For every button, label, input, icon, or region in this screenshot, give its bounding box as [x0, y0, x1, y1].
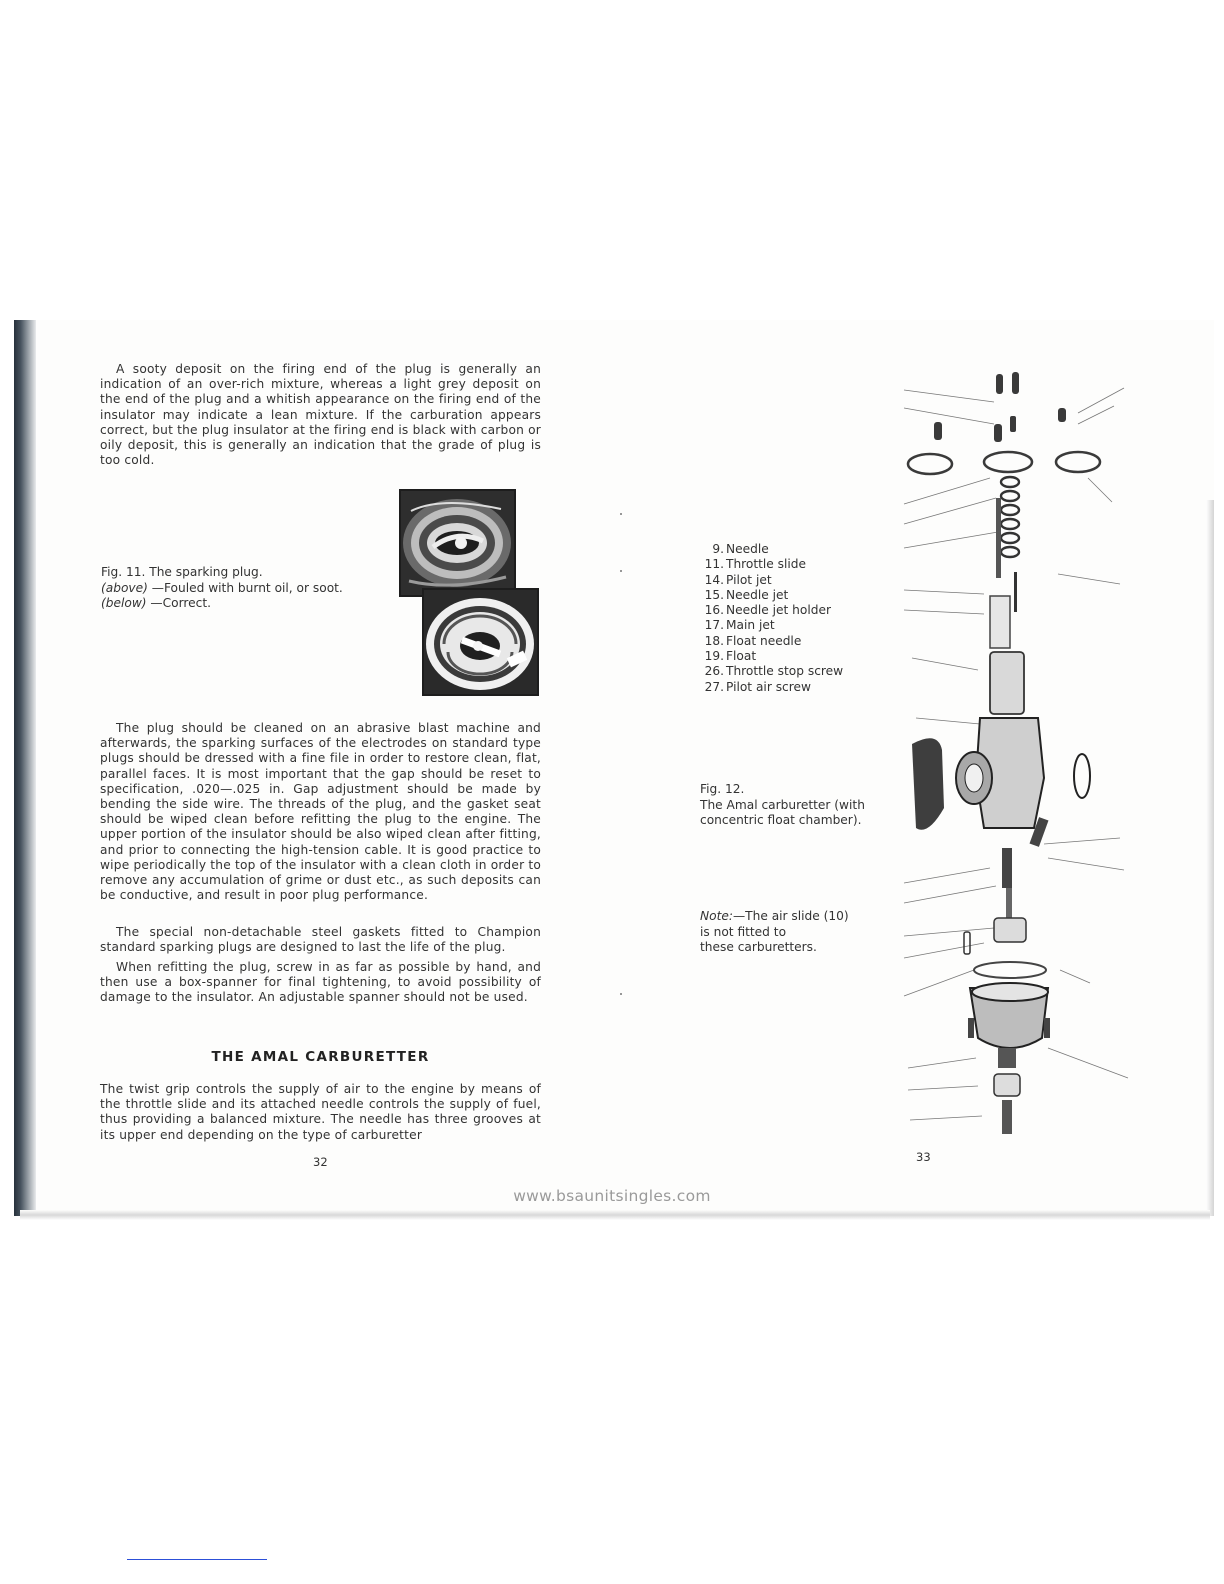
legend-item: 27. Pilot air screw [704, 679, 811, 694]
legend-item: 19. Float [704, 649, 757, 664]
link-underline [127, 1559, 267, 1560]
page-edge [1206, 500, 1214, 1216]
paragraph-refitting [100, 960, 541, 1006]
note-label: Note: [700, 909, 733, 923]
paragraph-cleaning [100, 721, 541, 903]
legend-item: 16. Needle jet holder [704, 603, 831, 618]
paragraph-sooty-deposit [100, 362, 541, 468]
paragraph-twist-grip [100, 1082, 541, 1143]
above-text: —Fouled with burnt oil, or soot. [147, 580, 343, 595]
speck [620, 993, 622, 995]
page-number-left: 32 [313, 1155, 328, 1169]
paragraph-gaskets [100, 925, 541, 955]
fig11-title: Fig. 11. The sparking plug. [101, 565, 263, 579]
section-heading: THE AMAL CARBURETTER [211, 1049, 430, 1065]
speck [620, 570, 622, 572]
note-caption: Note:—The air slide (10) is not fitted to these carburetters. [700, 909, 849, 954]
watermark-url: www.bsaunitsingles.com [513, 1187, 711, 1205]
legend-item: 15. Needle jet [704, 587, 789, 602]
book-spine-shadow [14, 320, 36, 1216]
fig12-title: Fig. 12. [700, 782, 745, 796]
fig12-line: concentric float chamber). [700, 813, 862, 827]
fig12-line: The Amal carburetter (with [700, 797, 865, 812]
correct-plug-photo [422, 588, 539, 696]
below-label: (below) [101, 596, 147, 610]
carburetter-exploded-diagram [898, 358, 1138, 1148]
below-text: —Correct. [146, 596, 211, 610]
fig12-caption [700, 782, 865, 829]
legend-item: 17. Main jet [704, 618, 775, 633]
page-bottom-edge [20, 1210, 1210, 1220]
paragraph-text: The twist grip controls the supply of air to the engine by means of the throttle slide and its attached needle controls the supply of fuel, thus providing a balanced mixture. The needle has three grooves at its upper end depending on the type of carburetter [100, 1082, 541, 1142]
legend-item: 18. Float needle [704, 633, 802, 648]
legend-item: 9. Needle [712, 542, 769, 556]
page-number-right: 33 [916, 1150, 931, 1164]
paragraph-text: A sooty deposit on the firing end of the plug is generally an indication of an over-rich mixture, whereas a light grey deposit on the end of the plug and a whitish appearance on the firing end of the insulator may indicate a lean mixture. If the carburation appears correct, but the plug insulator at the firing end is black with carbon or oily deposit, this is generally an indication that the grade of plug is too cold. [100, 362, 541, 468]
legend-item: 14. Pilot jet [704, 572, 772, 587]
speck [620, 513, 622, 515]
legend-item: 26. Throttle stop screw [704, 664, 844, 679]
paragraph-text: The plug should be cleaned on an abrasive blast machine and afterwards, the sparking surfaces of the electrodes on standard type plugs should be dressed with a fine file in order to restore clean, flat, parallel faces. It is most important that the gap should be reset to specification, .020—.025 in. Gap adjustment should be made by bending the side wire. The threads of the plug, and the gasket seat should be wiped clean before refitting the plug to the engine. The upper portion of the insulator should be also wiped clean after fitting, and prior to connecting the high-tension cable. It is good practice to wipe periodically the top of the insulator with a clean cloth in order to remove any accumulation of grime or dust etc., as such deposits can be conductive, and result in poor plug performance. [100, 721, 541, 903]
paragraph-text: The special non-detachable steel gaskets fitted to Champion standard sparking plugs are designed to last the life of the plug. [100, 925, 541, 955]
legend-item: 11. Throttle slide [704, 557, 807, 572]
fouled-plug-photo [399, 489, 516, 597]
paragraph-text: When refitting the plug, screw in as far as possible by hand, and then use a box-spanner for final tightening, to avoid possibility of damage to the insulator. An adjustable spanner should not be used. [100, 960, 541, 1005]
above-label: (above) [101, 580, 148, 595]
fig11-caption [101, 565, 343, 612]
parts-legend [698, 542, 843, 695]
